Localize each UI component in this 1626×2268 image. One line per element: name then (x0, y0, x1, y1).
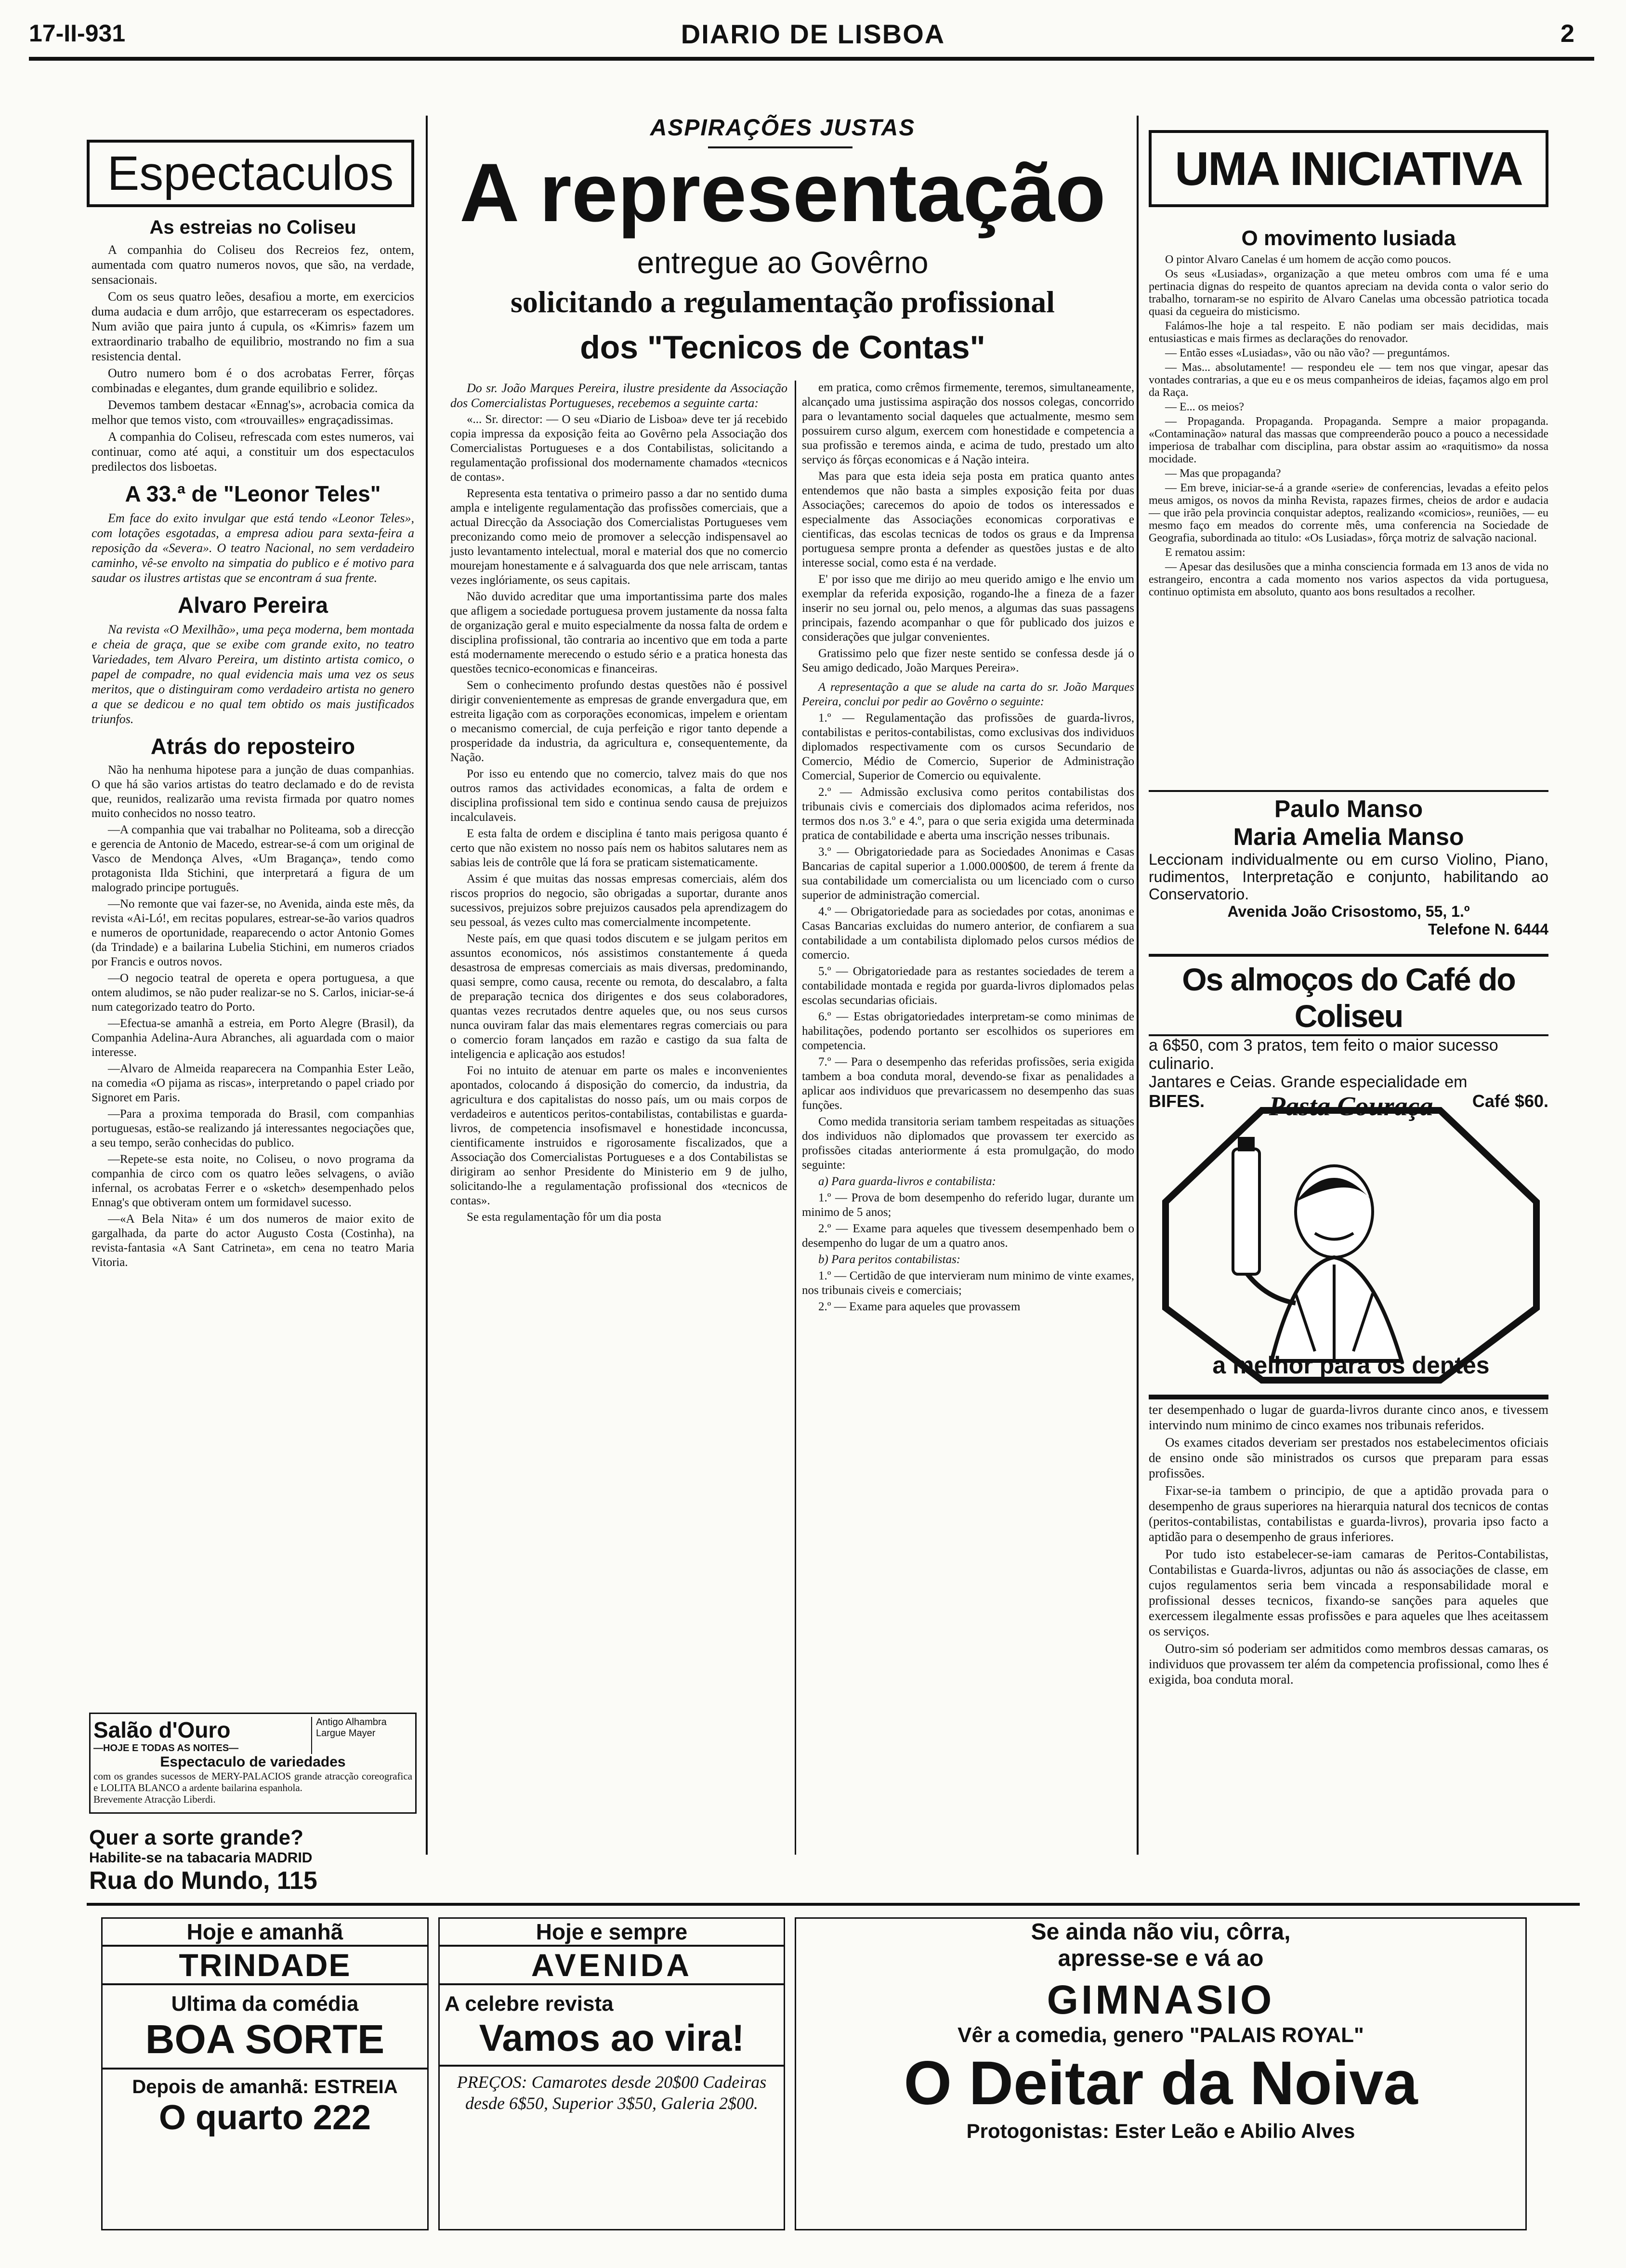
right-continuation (1149, 1402, 1548, 1689)
paragraph: E' por isso que me dirijo ao meu querido amigo e lhe envio um exemplar da referida exposição, rogando-lhe a fineza de a fazer inserir no seu jornal ou, pelo menos, a algumas das suas passagens principais, fazendo acompanhar o que fôr publicado dos juizos e considerações que julgar convenientes. (802, 573, 1134, 644)
separator (1149, 790, 1548, 792)
avenida-l2: AVENIDA (440, 1945, 784, 1985)
center-col-a (450, 381, 787, 1226)
paragraph: E rematou assim: (1165, 546, 1246, 559)
trindade-l1: Hoje e amanhã (186, 1919, 343, 1944)
ad-quer-a-sorte (89, 1826, 417, 1893)
manso-telephone: Telefone N. 6444 (1428, 921, 1548, 938)
trindade-l2: TRINDADE (103, 1945, 427, 1985)
paragraph: —O negocio teatral de opereta e opera portuguesa, a que ontem aludimos, se não puder realizar-se no S. Carlos, iniciar-se-á num categorizado teatro do Porto. (92, 972, 414, 1014)
paragraph: Do sr. João Marques Pereira, ilustre presidente da Associação dos Comercialistas Portugueses, recebemos a seguinte carta: (450, 381, 787, 410)
paragraph: —«A Bela Nita» é um dos numeros de maior exito de gargalhada, da parte do actor Augusto Costa (Costinha), na revista-fantasia «A Sant Catrineta», em cena no teatro Maria Vitoria. (92, 1213, 414, 1269)
coliseu-body (92, 242, 414, 474)
gimnasio-l2: apresse-se e vá ao (1058, 1946, 1264, 1971)
list-item: 4.º — Obrigatoriedade para as sociedades por cotas, anonimas e Casas Bancarias excluidas do numero anterior, de confiarem a sua contabilidade a um contabilista diplomado pelos cursos médios de comercio. (802, 905, 1134, 962)
trindade-l3: Ultima da comédia (171, 1992, 359, 2016)
paragraph: — Em breve, iniciar-se-á a grande «serie» de conferencias, levadas a efeito pelos meus amigos, os novos da minha Revista, rapazes firmes, cheios de ardor e audacia — que irão pela provincia conquistar adeptos, realizando «comicios», reuniões, — eu mesmo faço em meados do corrente mês, uma conferencia na Sociedade de Geografia, subordinada ao titulo: «Os Lusiadas», fôrça motriz de salvação nacional. (1149, 482, 1548, 544)
column-divider (1137, 116, 1139, 1855)
paragraph: ter desempenhado o lugar de guarda-livros durante cinco anos, e tivessem intervindo num minimo de cinco exames nos tribunais referidos. (1149, 1402, 1548, 1432)
paragraph: — E... os meios? (1165, 401, 1244, 413)
cafe-jantares: Jantares e Ceias. Grande especialidade em (1149, 1073, 1468, 1091)
paragraph: A companhia do Coliseu dos Recreios fez, ontem, aumentada com quatro numeros novos, que são, na verdade, sensacionais. (92, 243, 414, 287)
paragraph: — Mas que propaganda? (1165, 467, 1281, 480)
paragraph: —Alvaro de Almeida reaparecera na Companhia Ester Leão, na comedia «O pijama as riscas», interpretando o papel criado por Signoret em Paris. (92, 1062, 414, 1104)
ad-trindade (101, 1917, 429, 2230)
leonor-body (92, 511, 414, 585)
tube-cap (1238, 1137, 1255, 1151)
subtitle-tecnicos: dos "Tecnicos de Contas" (580, 329, 985, 366)
trindade-l5: Depois de amanhã: ESTREIA (132, 2076, 398, 2097)
trindade-l4: BOA SORTE (103, 2016, 427, 2070)
avenida-prices: PREÇOS: Camarotes desde 20$00 Cadeiras desde 6$50, Superior 3$50, Galeria 2$00. (457, 2072, 767, 2113)
paragraph: «... Sr. director: — O seu «Diario de Lisboa» deve ter já recebido copia impressa da exposição feita ao Govêrno pela Associação dos Comercialistas Portugueses e a dos Contabilistas, solicitando a regulamentação profissional dos modernamente chamados «tecnicos de contas». (450, 413, 787, 484)
paragraph: Os exames citados deveriam ser prestados nos estabelecimentos oficiais de ensino onde são ministrados os cursos que preparam para essas profissões. (1149, 1435, 1548, 1480)
section-title-text: Espectaculos (107, 146, 394, 200)
man-robe (1272, 1257, 1402, 1361)
paragraph: — Apesar das desilusões que a minha consciencia formada em 13 anos de vida no estrangeiro, encontra a cada momento nos varios aspectos da vida portuguesa, continuo optimista em absoluto, quanto aos bons resultados a recolher. (1149, 561, 1548, 598)
subtitle-regulamentacao: solicitando a regulamentação profissional (510, 285, 1055, 319)
paragraph: Neste país, em que quasi todos discutem e se julgam peritos em assuntos economicos, nós assistimos constantemente á queda desastrosa de empresas comerciais as mais diversas, predominando, quasi sempre, como causa, recente ou remota, do descalabro, a falta de preparação tecnica dos dirigentes e dos seus colaboradores, quantas vezes recrutados dentre aqueles que, ou nos seus cursos nunca ouviram falar das mais elementares regras comerciais ou para o comercio foram lançados em razão e castigo da sua falta de inteligencia e aplicação aos estudos! (450, 932, 787, 1061)
paragraph: Outro-sim só poderiam ser admitidos como membros dessas camaras, os individuos que provassem ter além da competencia profissional, como lhes é exigida, boa conduta moral. (1149, 1641, 1548, 1687)
paragraph: Mas para que esta ideia seja posta em pratica quanto antes entendemos que não basta a simples exposição feita por duas Associações; carecemos do apoio de todos os interessados e especialmente das Associações economicas corporativas e cientificas, das escolas tecnicas de todos os graus e da Imprensa portuguesa sempre pronta a defender as questões justas e de alto interesse social, como esta é na verdade. (802, 470, 1134, 569)
salao-sub: —HOJE E TODAS AS NOITES— (93, 1743, 239, 1754)
paragraph: A companhia do Coliseu, refrescada com estes numeros, vai continuar, como até aqui, a constituir um dos espectaculos predilectos dos lisboetas. (92, 430, 414, 474)
paragraph: Assim é que muitas das nossas empresas comerciais, além dos riscos proprios do negocio, são obrigadas a suportar, durante anos sucessivos, prejuizos sobre prejuizos causados pela aprendizagem do seu pessoal, ás vezes culto mas comercialmente incompetente. (450, 872, 787, 929)
paragraph: em pratica, como crêmos firmemente, teremos, simultaneamente, alcançado uma justissima aspiração dos nossos colegas, concorrido para o levantamento social daqueles que actualmente, mesmo sem possuirem curso algum, exercem com honestidade e competencia a sua profissão e teremos ainda, e acima de tudo, prestado um alto serviço ás fôrças economicas e á Nação inteira. (802, 381, 1134, 466)
paragraph: —A companhia que vai trabalhar no Politeama, sob a direcção e gerencia de Antonio de Macedo, estrear-se-á com um original de Vasco de Mendonça Alves, «Um Bragança», tendo como protagonista Ilda Stichini, que interpretará a figura de um malogrado principe português. (92, 823, 414, 894)
section-title-espectaculos (87, 140, 414, 207)
masthead-rule (29, 57, 1594, 61)
manso-address: Avenida João Crisostomo, 55, 1.º (1227, 903, 1470, 920)
right-article (1149, 226, 1548, 600)
paragraph: —Efectua-se amanhã a estreia, em Porto Alegre (Brasil), da Companhia Adelina-Aura Abranches, ali aguardada com o maior interesse. (92, 1017, 414, 1059)
salao-side2: Largue Mayer (316, 1728, 376, 1739)
headline-coliseu: As estreias no Coliseu (149, 217, 356, 238)
representacao-intro (802, 680, 1134, 709)
alvaro-body (92, 622, 414, 726)
cafe-price: Café $60. (1472, 1091, 1548, 1111)
column-divider (426, 116, 428, 1855)
ad-salao-douro (89, 1713, 417, 1814)
paragraph: Não duvido acreditar que uma importantissima parte dos males que afligem a sociedade portuguesa provem justamente da nossa falta de organização geral e muito especialmente da nossa falta de ordem e disciplina profissional, tão contraria ao incentivo que em toda a parte está modernamente merecendo o estudo sério e a pratica honesta das questões tecnico-economicas e financeiras. (450, 590, 787, 675)
pasta-illustration (1151, 1091, 1551, 1390)
masthead-date: 17-II-931 (29, 20, 126, 47)
paragraph: Gratissimo pelo que fizer neste sentido se confessa desde já o Seu amigo dedicado, João Marques Pereira». (802, 647, 1134, 674)
bottom-rule (87, 1903, 1580, 1906)
list-item: a) Para guarda-livros e contabilista: (818, 1175, 996, 1188)
avenida-l3: A celebre revista (445, 1992, 614, 2016)
gimnasio-l4: Vêr a comedia, genero "PALAIS ROYAL" (957, 2023, 1364, 2047)
paragraph: —No remonte que vai fazer-se, no Avenida, ainda este mês, da revista «Ai-Ló!, em recitas populares, estrear-se-ão varios quadros e numeros de oportunidade, reaparecendo o actor Antonio Gomes (da Trindade) e a bailarina Lubelia Stichini, em numeros criados por Francis e outros novos. (92, 897, 414, 968)
paragraph: Não ha nenhuma hipotese para a junção de duas companhias. O que há são varios artistas do teatro declamado e do de revista que, reunidos, realizarão uma revista firmada por quatro nomes muito conhecidos no nosso teatro. (92, 764, 414, 820)
paragraph: Por isso eu entendo que no comercio, talvez mais do que nos outros ramos das actividades economicas, a falta de ordem e disciplina profissional tem sido e continua sendo causa de prejuizos incalculaveis. (450, 767, 787, 824)
paragraph: Em face do exito invulgar que está tendo «Leonor Teles», com lotações esgotadas, a empresa adiou para sexta-feira a reposição da «Severa». O teatro Nacional, no sem verdadeiro caminho, vê-se envolto na simpatia do publico e é motivo para saudar os ilustres artistas que se encontram á sua frente. (92, 511, 414, 585)
gimnasio-l1: Se ainda não viu, côrra, (1031, 1919, 1291, 1945)
paragraph: — Então esses «Lusiadas», vão ou não vão? — preguntámos. (1165, 347, 1450, 359)
paragraph: Sem o conhecimento profundo destas questões não é possivel dirigir convenientemente as empresas de grande envergadura que, em estreita ligação com as corporações economicas, impelem e orientam o mecanismo comercial, de cuja perfeição e rigor tanto depende a prosperidade da industria, da agricultura e, consequentemente, da Nação. (450, 679, 787, 764)
list-item: 1.º — Certidão de que intervieram num minimo de vinte exames, nos tribunais civeis e comerciais; (802, 1269, 1134, 1297)
left-article (92, 217, 414, 1272)
paragraph: E esta falta de ordem e disciplina é tanto mais perigosa quanto é certo que não existem no nosso país nem os habitos salutares nem as sabias leis de contrôle que lá fora se praticam sistematicamente. (450, 827, 787, 869)
paragraph: — Mas... absolutamente! — respondeu ele — tem nos que vingar, apesar das vontades contrarias, a que eu e os meus companheiros de ideias, façamos algo em prol da Raça. (1149, 361, 1548, 399)
gimnasio-l3: GIMNASIO (1047, 1977, 1275, 2022)
iniciativa-text: UMA INICIATIVA (1175, 142, 1522, 195)
ad-avenida (438, 1917, 785, 2230)
lusiada-body (1149, 253, 1548, 598)
sorte-line1: Quer a sorte grande? (89, 1826, 304, 1849)
list-item: 1.º — Prova de bom desempenho do referido lugar, durante um minimo de 5 anos; (802, 1191, 1134, 1219)
salao-body: com os grandes sucessos de MERY-PALACIOS grande atracção coreografica e LOLITA BLANCO a ardente bailarina espanhola. (93, 1770, 412, 1793)
avenida-l1: Hoje e sempre (536, 1919, 688, 1944)
list-item: 2.º — Exame para aqueles que provassem (818, 1300, 1021, 1313)
paragraph: — Propaganda. Propaganda. Propaganda. Sempre a maior propaganda. «Contaminação» natural das massas que compreenderão pouco a pouco a necessidade imperiosa de trabalhar com disciplina, para obstar assim ao «raquitismo» da nossa mocidade. (1149, 415, 1548, 465)
manso-body: Leccionam individualmente ou em curso Violino, Piano, rudimentos, Interpretação e conjunto, habilitando ao Conservatorio. (1149, 851, 1548, 903)
section-title-iniciativa (1149, 130, 1548, 207)
list-item: 5.º — Obrigatoriedade para as restantes sociedades de terem a contabilidade montada e regida por guarda-livros diplomados pelas escolas secundarias oficiais. (802, 965, 1134, 1007)
gimnasio-l5: O Deitar da Noiva (904, 2049, 1418, 2118)
pasta-slogan: a melhor para os dentes (1212, 1352, 1490, 1379)
man-arm (1247, 1274, 1296, 1303)
letter-body-cont (802, 381, 1134, 675)
continuation-body (1149, 1402, 1548, 1687)
list-item: 2.º — Admissão exclusiva como peritos contabilistas dos tribunais civis e comerciais dos diplomados acima referidos, nos termos dos n.os 3.º e 4.º, para o que seria exigida uma determinada pratica de contabilidade e aberta uma inscrição nesses tribunais. (802, 786, 1134, 842)
sorte-line3: Rua do Mundo, 115 (89, 1867, 317, 1895)
paragraph: A representação a que se alude na carta do sr. João Marques Pereira, conclui por pedir ao Govêrno o seguinte: (802, 681, 1134, 708)
main-title: A representação (459, 146, 1106, 239)
list-item: 1.º — Regulamentação das profissões de guarda-livros, contabilistas e peritos-contabilistas, como exclusivas dos individuos diplomados respectivamente com os cursos Secundario de Comercio, Médio de Comercio, Superior de Administração Comercial, Superior de Comercio ou equivalente. (802, 712, 1134, 782)
paragraph: Falámos-lhe hoje a tal respeito. E não podiam ser mais decididas, mais entusiasticas e mais firmes as declarações do renovador. (1149, 320, 1548, 345)
cafe-body: a 6$50, com 3 pratos, tem feito o maior sucesso culinario. (1149, 1036, 1498, 1073)
list-item: b) Para peritos contabilistas: (818, 1253, 961, 1266)
headline-leonor-teles: A 33.ª de "Leonor Teles" (125, 481, 381, 506)
headline-lusiada: O movimento lusiada (1241, 226, 1456, 250)
separator (1149, 954, 1548, 957)
avenida-l4: Vamos ao vira! (440, 2016, 784, 2067)
separator (1149, 1395, 1548, 1399)
paragraph: Representa esta tentativa o primeiro passo a dar no sentido duma ampla e inteligente regulamentação das profissões comerciais, que a actual Direcção da Associação dos Comercialistas Portugueses vem preconizando como meio de promover a selecção indispensavel ao justo levantamento intelectual, moral e material dos que no comercio mourejam honestamente e á salvaguarda dos que nele arriscam, tantas vezes inglóriamente, os seus capitais. (450, 487, 787, 587)
paragraph: Devemos tambem destacar «Ennag's», acrobacia comica da melhor que temos visto, com «trouvailles» engraçadissimas. (92, 398, 414, 427)
paragraph: Foi no intuito de atenuar em parte os males e inconvenientes apontados, colocando á disposição do comercio, da industria, da agricultura e dos capitalistas do nosso país, um ou mais corpos de verdadeiros e autenticos peritos-contabilistas, contabilistas e guarda-livros, de competencia insofismavel e honestidade inconcussa, cientificamente instruidos e rigorosamente fiscalizados, que a Associação dos Comercialistas Portugueses e a dos Contabilistas se dirigiram ao senhor Presidente do Ministerio em 9 de julho, solicitando-lhe a regulamentação profissional dos «tecnicos de contas». (450, 1064, 787, 1207)
paragraph: Fixar-se-ia tambem o principio, de que a aptidão provada para o desempenho de graus superiores na hierarquia natural dos tecnicos de contas (peritos-contabilistas, contabilistas e guarda-livros), provaria ipso facto a aptidão para o desempenho de graus inferiores. (1149, 1483, 1548, 1544)
ad-manso (1149, 795, 1548, 939)
letter-body (450, 412, 787, 1225)
list-item: 3.º — Obrigatoriedade para as Sociedades Anonimas e Casas Bancarias de capital superior a 1.000.000$00, de terem á frente da sua contabilidade um comercialista ou um licenciado com o curso superior de administração comercial. (802, 845, 1134, 902)
representacao-items (802, 711, 1134, 1314)
sorte-line2: Habilite-se na tabacaria MADRID (89, 1850, 313, 1866)
cafe-bifes: BIFES. (1149, 1091, 1205, 1111)
headline-alvaro-pereira: Alvaro Pereira (178, 593, 328, 618)
paragraph: O pintor Alvaro Canelas é um homem de acção como poucos. (1165, 253, 1451, 266)
page-number: 2 (1560, 20, 1574, 48)
trindade-l6: O quarto 222 (158, 2098, 371, 2137)
salao-foot: Brevemente Atracção Liberdi. (93, 1793, 216, 1805)
masthead-title: DIARIO DE LISBOA (681, 19, 945, 49)
subtitle-governo: entregue ao Govêrno (637, 245, 929, 280)
gimnasio-l6: Protogonistas: Ester Leão e Abilio Alves (966, 2120, 1355, 2142)
pasta-brand: Pasta Couraça (1269, 1092, 1433, 1121)
salao-side1: Antigo Alhambra (316, 1717, 387, 1727)
headline-reposteiro: Atrás do reposteiro (150, 734, 355, 759)
cafe-title: Os almoços do Café do Coliseu (1149, 961, 1548, 1036)
salao-title: Salão d'Ouro (93, 1717, 231, 1742)
center-divider (795, 381, 796, 1855)
paragraph: Os seus «Lusiadas», organização a que meteu ombros com uma fé e uma pertinacia dignas do respeito de quantos apreciam na devida conta o valor serio do trabalho, tornaram-se no espirito de Alvaro Canelas uma obcessão patriotica tocada quasi da cegueira do misticismo. (1149, 268, 1548, 318)
list-item: 2.º — Exame para aqueles que tivessem desempenhado bem o desempenho do lugar de um a quatro anos. (802, 1222, 1134, 1250)
list-item: 7.º — Para o desempenho das referidas profissões, seria exigida tambem a boa conduta moral, devendo-se fixar as penalidades a aplicar aos individuos que prevaricassem no desempenho das suas funções. (802, 1055, 1134, 1112)
salao-headline: Espectaculo de variedades (160, 1754, 346, 1770)
manso-name2: Maria Amelia Manso (1233, 823, 1464, 850)
toothpaste-tube (1233, 1149, 1259, 1274)
paragraph: —Repete-se esta noite, no Coliseu, o novo programa da companhia de circo com os quatro leões selvagens, o avião infernal, os acrobatas Ferrer e o «sketch» desempenhado pelos Ennag's que obtiveram ontem um formidavel sucesso. (92, 1153, 414, 1209)
paragraph: Outro numero bom é o dos acrobatas Ferrer, fôrças combinadas e elegantes, dum grande equilibrio e solidez. (92, 366, 414, 395)
reposteiro-body (92, 763, 414, 1270)
list-item: 6.º — Estas obrigatoriedades interpretam-se como minimas de habilitações, podendo portanto ser escolhidos os superiores em competencia. (802, 1010, 1134, 1052)
ad-pasta-couraca (1151, 1091, 1551, 1390)
paragraph: Por tudo isto estabelecer-se-iam camaras de Peritos-Contabilistas, Contabilistas e Guarda-livros, adjuntas ou não ás associações de classe, em cujos regulamentos seria bem vincada a responsabilidade moral e profissional desses tecnicos, fixando-se sanções para aqueles que exercessem ilegalmente essas profissões e para aqueles que lhes aceitassem os serviços. (1149, 1547, 1548, 1638)
paragraph: Na revista «O Mexilhão», uma peça moderna, bem montada e cheia de graça, que se exibe com grande exito, no teatro Variedades, tem Alvaro Pereira, um distinto artista comico, o papel de compadre, no qual evidencia mais uma vez os seus meritos, que o distinguiram como verdadeiro artista no genero a que se dedicou e no qual tem obtido os mais justificados triunfos. (92, 622, 414, 726)
paragraph: —Para a proxima temporada do Brasil, com companhias portuguesas, estão-se realizando já interessantes negociações que, a seu tempo, serão conhecidas do publico. (92, 1108, 414, 1149)
paragraph: Com os seus quatro leões, desafiou a morte, em exercicios duma audacia e dum arrôjo, que estarreceram os espectadores. Num avião que paira junto á cupula, os «Kimris» fazem um extraordinario trabalho de equilibrio, mostrando no fim a sua resistencia dental. (92, 290, 414, 363)
paragraph: Se esta regulamentação fôr um dia posta (467, 1211, 662, 1224)
kicker: ASPIRAÇÕES JUSTAS (650, 115, 916, 141)
list-item: Como medida transitoria seriam tambem respeitadas as situações dos individuos não diplomados que provassem ter exercido as profissões citadas anteriormente á esta promulgação, do modo seguinte: (802, 1115, 1134, 1172)
manso-name1: Paulo Manso (1274, 795, 1423, 822)
center-col-b (802, 381, 1134, 1316)
intro (450, 381, 787, 410)
ad-gimnasio (795, 1917, 1527, 2230)
